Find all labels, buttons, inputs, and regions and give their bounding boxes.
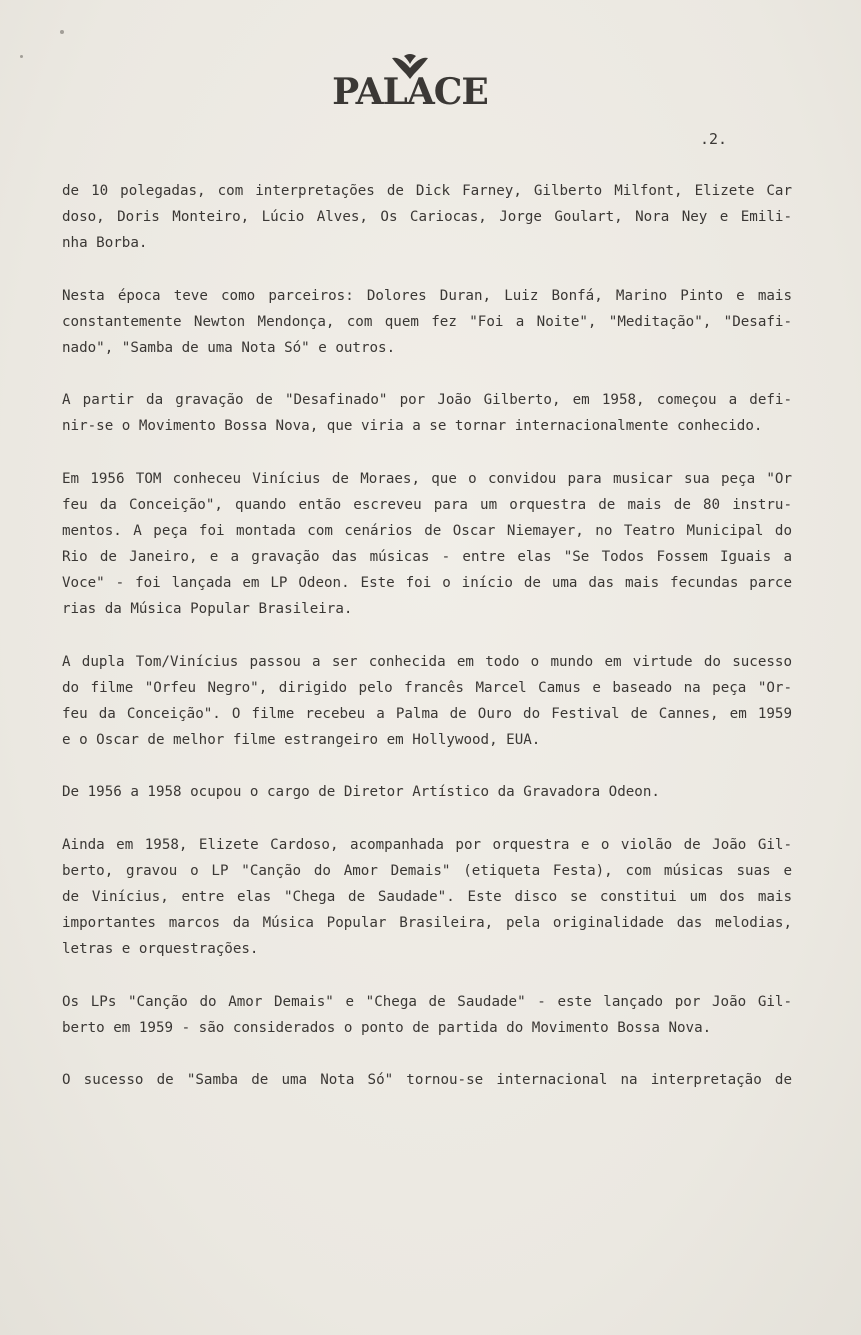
paragraph	[62, 387, 792, 439]
paragraph	[62, 779, 792, 805]
text-line: Rio de Janeiro, e a gravação das músicas - entre elas "Se Todos Fossem Iguais a	[62, 549, 792, 566]
paper-speck	[60, 30, 64, 34]
paragraph	[62, 283, 792, 362]
page-number: .2.	[700, 130, 728, 148]
text-line: Os LPs "Canção do Amor Demais" e "Chega de Saudade" - este lançado por João Gil-	[62, 993, 792, 1010]
paragraph	[62, 989, 792, 1041]
text-line: Nesta época teve como parceiros: Dolores Duran, Luiz Bonfá, Marino Pinto e mais	[62, 287, 792, 304]
text-line: mentos. A peça foi montada com cenários de Oscar Niemayer, no Teatro Municipal do	[62, 522, 792, 539]
palace-logo	[330, 52, 490, 112]
text-line: berto, gravou o LP "Canção do Amor Demais" (etiqueta Festa), com músicas suas e	[62, 862, 792, 879]
text-line: doso, Doris Monteiro, Lúcio Alves, Os Cariocas, Jorge Goulart, Nora Ney e Emili-	[62, 209, 792, 226]
document-body	[62, 178, 792, 1119]
text-line: de 10 polegadas, com interpretações de Dick Farney, Gilberto Milfont, Elizete Car	[62, 183, 792, 199]
text-line: do filme "Orfeu Negro", dirigido pelo francês Marcel Camus e baseado na peça "Or-	[62, 679, 792, 696]
paragraph	[62, 178, 792, 257]
text-line: Voce" - foi lançada em LP Odeon. Este foi o início de uma das mais fecundas parce	[62, 575, 792, 592]
text-line: berto em 1959 - são considerados o ponto de partida do Movimento Bossa Nova.	[62, 1019, 712, 1036]
text-line: A partir da gravação de "Desafinado" por João Gilberto, em 1958, começou a defi-	[62, 392, 792, 409]
text-line: nado", "Samba de uma Nota Só" e outros.	[62, 339, 396, 356]
logo-wordmark: PALACE	[332, 71, 488, 113]
text-line: letras e orquestrações.	[62, 941, 259, 958]
text-line: De 1956 a 1958 ocupou o cargo de Diretor Artístico da Gravadora Odeon.	[62, 784, 660, 801]
paragraph	[62, 832, 792, 963]
text-line: nir-se o Movimento Bossa Nova, que viria a se tornar internacionalmente conhecido.	[62, 418, 763, 435]
text-line: feu da Conceição", quando então escreveu para um orquestra de mais de 80 instru-	[62, 496, 792, 513]
paragraph	[62, 466, 792, 623]
text-line: de Vinícius, entre elas "Chega de Saudade". Este disco se constitui um dos mais	[62, 888, 792, 905]
text-line: A dupla Tom/Vinícius passou a ser conhecida em todo o mundo em virtude do sucesso	[62, 653, 792, 670]
text-line: e o Oscar de melhor filme estrangeiro em Hollywood, EUA.	[62, 732, 541, 749]
text-line: rias da Música Popular Brasileira.	[62, 601, 353, 618]
text-line: Em 1956 TOM conheceu Vinícius de Moraes, que o convidou para musicar sua peça "Or	[62, 470, 792, 487]
text-line: importantes marcos da Música Popular Brasileira, pela originalidade das melodias,	[62, 915, 792, 932]
text-line: feu da Conceição". O filme recebeu a Palma de Ouro do Festival de Cannes, em 1959	[62, 706, 792, 722]
paper-speck	[20, 55, 23, 58]
text-line: Ainda em 1958, Elizete Cardoso, acompanhada por orquestra e o violão de João Gil-	[62, 836, 792, 853]
text-line: constantemente Newton Mendonça, com quem fez "Foi a Noite", "Meditação", "Desafi-	[62, 313, 792, 330]
text-line: O sucesso de "Samba de uma Nota Só" tornou-se internacional na interpretação de	[62, 1071, 792, 1088]
paragraph	[62, 1067, 792, 1093]
paragraph	[62, 649, 792, 754]
text-line: nha Borba.	[62, 235, 148, 252]
